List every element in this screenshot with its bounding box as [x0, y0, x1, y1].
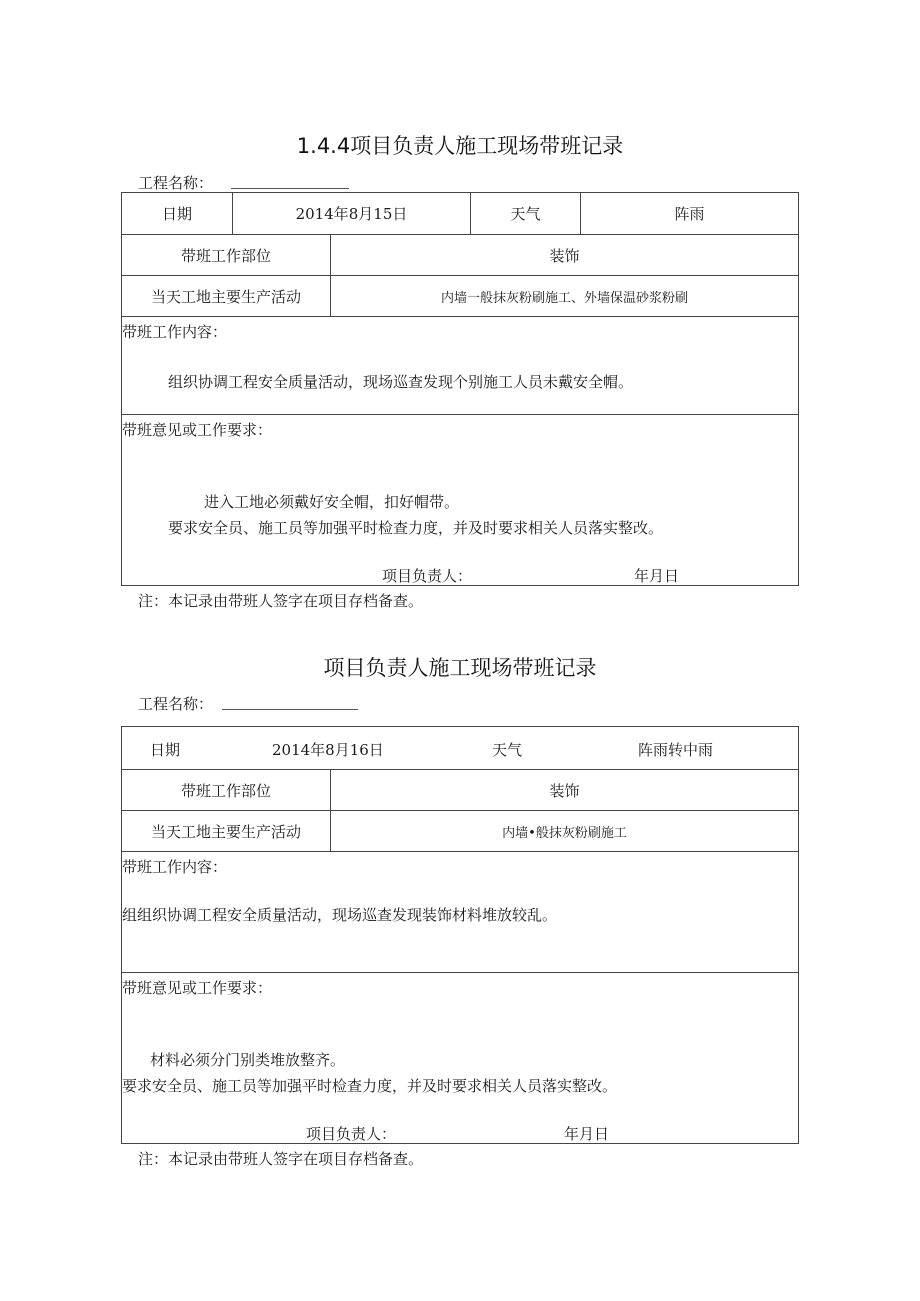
date-value: 2014年8月15日	[232, 193, 470, 234]
content-row	[122, 852, 798, 973]
opinion-line-1: 进入工地必须戴好安全帽，扣好帽带。	[204, 493, 460, 511]
opinion-label: 带班意见或工作要求：	[122, 979, 273, 997]
date-row	[122, 193, 798, 235]
sign-date-label: 年月日	[634, 567, 680, 585]
content-label: 带班工作内容：	[122, 323, 228, 341]
activity-value: 内墙•般抹灰粉刷施工	[330, 811, 798, 851]
project-name-field[interactable]	[222, 709, 358, 710]
activity-label: 当天工地主要生产活动	[150, 287, 301, 306]
date-value: 2014年8月16日	[272, 741, 384, 759]
date-label: 日期	[161, 205, 192, 223]
date-label: 日期	[150, 741, 181, 759]
dept-value: 装饰	[330, 235, 798, 275]
weather-label: 天气	[492, 741, 523, 759]
activity-row	[122, 811, 798, 852]
opinion-line-2: 要求安全员、施工员等加强平时检查力度，并及时要求相关人员落实整改。	[168, 519, 664, 537]
footnote: 注：本记录由带班人签字在项目存档备查。	[138, 1150, 424, 1168]
dept-value: 装饰	[330, 770, 798, 810]
opinion-line-2: 要求安全员、施工员等加强平时检查力度，并及时要求相关人员落实整改。	[122, 1077, 618, 1095]
dept-label: 带班工作部位	[180, 246, 271, 265]
signer-label: 项目负责人：	[382, 567, 473, 585]
weather-value: 阵雨	[580, 193, 798, 234]
content-row	[122, 317, 798, 415]
opinion-row	[122, 973, 798, 1143]
content-label: 带班工作内容：	[122, 858, 228, 876]
activity-row	[122, 276, 798, 317]
content-text: 组组织协调工程安全质量活动，现场巡查发现装饰材料堆放较乱。	[122, 906, 558, 924]
dept-row	[122, 770, 798, 811]
opinion-row	[122, 415, 798, 585]
weather-value: 阵雨转中雨	[638, 741, 714, 759]
record-title: 项目负责人施工现场带班记录	[323, 656, 597, 680]
activity-label: 当天工地主要生产活动	[150, 822, 301, 841]
activity-value: 内墙一般抹灰粉刷施工、外墙保温砂浆粉刷	[330, 276, 798, 316]
project-name-field[interactable]	[231, 188, 349, 189]
record-table	[121, 726, 799, 1144]
dept-label: 带班工作部位	[180, 781, 271, 800]
weather-label: 天气	[470, 193, 580, 234]
record-title: 1.4.4项目负责人施工现场带班记录	[296, 134, 624, 158]
date-row	[122, 727, 798, 770]
footnote: 注：本记录由带班人签字在项目存档备查。	[138, 592, 424, 610]
signer-label: 项目负责人：	[306, 1125, 397, 1143]
sign-date-label: 年月日	[564, 1125, 610, 1143]
record-table	[121, 192, 799, 586]
opinion-label: 带班意见或工作要求：	[122, 421, 273, 439]
dept-row	[122, 235, 798, 276]
opinion-line-1: 材料必须分门别类堆放整齐。	[150, 1051, 346, 1069]
project-name-label: 工程名称：	[138, 174, 214, 192]
project-name-label: 工程名称：	[138, 695, 214, 713]
content-text: 组织协调工程安全质量活动，现场巡查发现个别施工人员未戴安全帽。	[168, 373, 634, 391]
